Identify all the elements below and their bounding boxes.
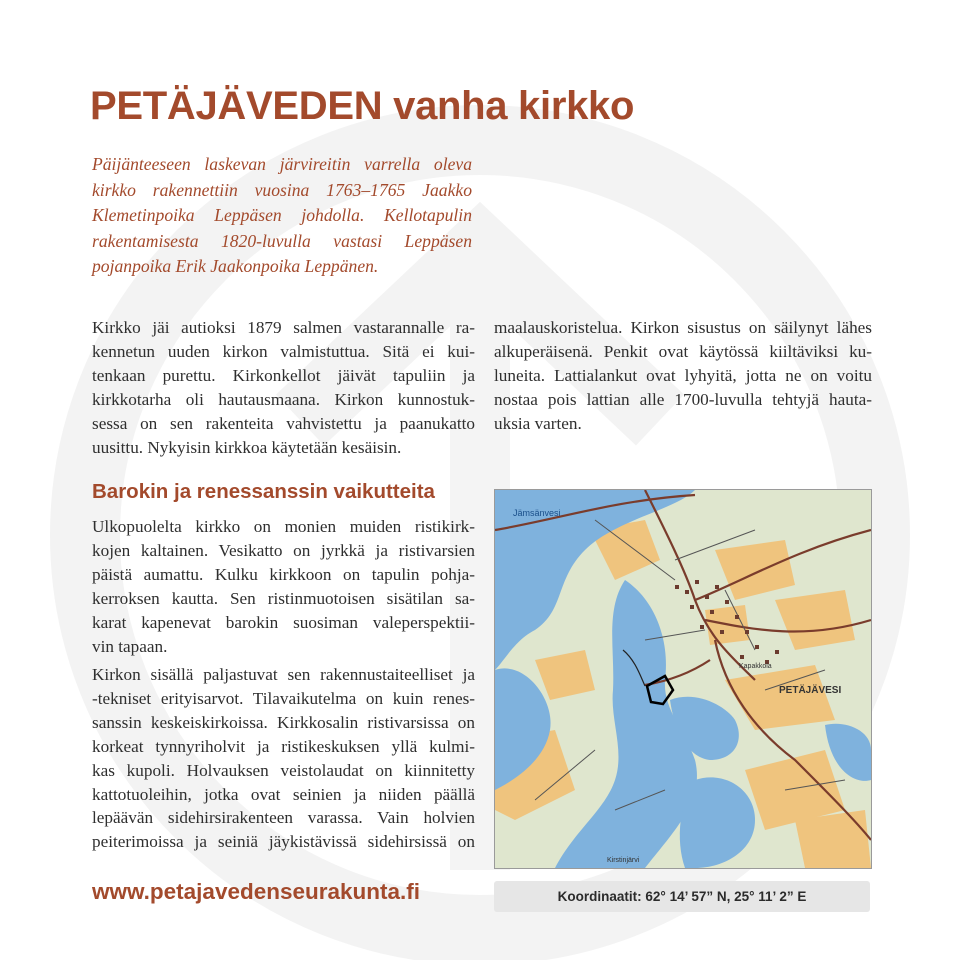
text-line: kojen kaltainen. Vesikatto on jyrkkä ja ristivarsien — [92, 540, 475, 560]
map-label-town: PETÄJÄVESI — [779, 685, 842, 696]
text-line: luneita. Lattialankut ovat lyhyitä, jotta ne on voitu — [494, 365, 872, 385]
map-label-lake: Jämsänvesi — [513, 508, 561, 518]
text-line: lepäävän sidehirsirakenteen varassa. Vain holvien — [92, 808, 475, 828]
text-line: vin tapaan. — [92, 636, 168, 656]
text-line: päistä aumattu. Kulku kirkkoon on tapulin pohja- — [92, 564, 475, 584]
website-link[interactable]: www.petajavedenseurakunta.fi — [92, 879, 421, 904]
text-line: maalauskoristelua. Kirkon sisustus on säilynyt lähes — [494, 318, 872, 337]
text-line: uksia varten. — [494, 413, 582, 433]
map-label-village: Kapakkola — [739, 663, 772, 670]
text-line: korkeat tynnyriholvit ja ristikeskuksen yllä kulmi- — [92, 736, 475, 756]
text-line: kattotuoleihin, jotka ovat seinien ja niiden päällä — [92, 784, 475, 804]
text-line: peiterimoissa ja seiniä jäykistävissä sidehirsissä on — [92, 832, 475, 852]
text-line: kirkkotarha oli hautausmaana. Kirkon kunnostuk- — [92, 389, 475, 409]
page-title: PETÄJÄVEDEN vanha kirkko — [90, 84, 635, 128]
text-line: -tekniset erityisarvot. Tilavaikutelma on kuin renes- — [92, 688, 475, 708]
coordinates-box: Koordinaatit: 62° 14’ 57” N, 25° 11’ 2” E — [494, 881, 870, 912]
text-line: sessa on sen rakenteita vahvistettu ja paanukatto — [92, 413, 475, 433]
paragraph-history — [92, 316, 475, 459]
text-line: kas kupoli. Holvauksen veistolaudat on kiinnitetty — [92, 760, 475, 780]
intro-line: Klemetinpoika Leppäsen johdolla. Kellotapulin — [92, 205, 472, 226]
text-line: kerroksen kautta. Sen ristinmuotoisen sisätilan sa- — [92, 588, 475, 608]
intro-line: rakentamisesta 1820-luvulla vastasi Leppäsen — [92, 230, 472, 251]
text-line: Ulkopuolelta kirkko on monien muiden ristikirk- — [92, 517, 475, 536]
intro-line: kirkko rakennettiin vuosina 1763–1765 Jaakko — [92, 179, 472, 200]
text-line: kennetun uuden kirkon valmistuttua. Sitä ei kui- — [92, 341, 475, 361]
intro-text — [92, 152, 472, 280]
section-heading: Barokin ja renessanssin vaikutteita — [92, 480, 435, 503]
text-line: karat kapenevat barokin suosiman valeperspektii- — [92, 612, 475, 632]
paragraph-decoration — [494, 316, 872, 436]
text-line: Kirkon sisällä paljastuvat sen rakennustaiteelliset ja — [92, 665, 475, 684]
intro-line: Päijänteeseen laskevan järvireitin varrella oleva — [92, 154, 472, 174]
location-map — [494, 489, 872, 869]
text-line: nostaa pois lattian alle 1700-luvulla tehtyjä hauta- — [494, 389, 872, 409]
text-line: Kirkko jäi autioksi 1879 salmen vastarannalle ra- — [92, 318, 475, 337]
map-label-south: Kirstinjärvi — [607, 857, 640, 864]
text-line: uusittu. Nykyisin kirkkoa käytetään kesäisin. — [92, 437, 402, 457]
text-line: tenkaan purettu. Kirkonkellot jäivät tapuliin ja — [92, 365, 475, 385]
text-line: alkuperäisenä. Penkit ovat käytössä kiiltäviksi ku- — [494, 341, 872, 361]
intro-line: pojanpoika Erik Jaakonpoika Leppänen. — [92, 256, 379, 277]
paragraph-exterior — [92, 515, 475, 658]
text-line: sanssin keskeiskirkoissa. Kirkkosalin ristivarsissa on — [92, 712, 475, 732]
paragraph-interior — [92, 663, 475, 854]
map-graphic — [495, 490, 871, 868]
